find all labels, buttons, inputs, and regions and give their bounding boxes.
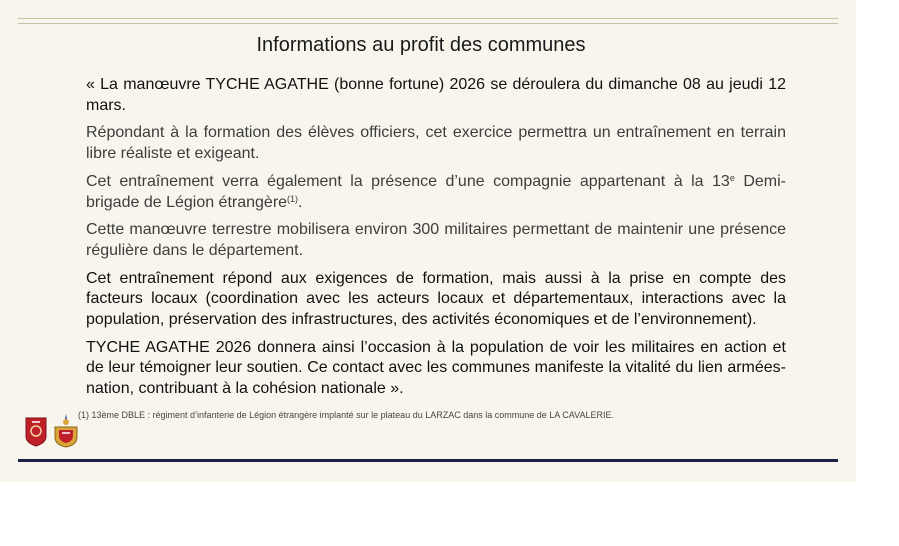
grenade-insignia-logo-icon bbox=[52, 413, 80, 448]
bottom-rule bbox=[18, 459, 838, 462]
footnote-reference: (1) bbox=[287, 193, 299, 204]
top-rule-secondary bbox=[18, 23, 838, 24]
paragraph-2: Répondant à la formation des élèves officiers, cet exercice permettra un entraînement en terrain libre réaliste et exigeant. bbox=[86, 124, 786, 163]
paragraph-6: TYCHE AGATHE 2026 donnera ainsi l’occasion à la population de voir les militaires en action et de leur témoigner leur soutien. Ce contact avec les communes manifeste la vitalité du lien armées-nation, contribuant à la cohésion nationale ». bbox=[86, 338, 786, 398]
paragraph-4: Cette manœuvre terrestre mobilisera environ 300 militaires permettant de maintenir une présence régulière dans le département. bbox=[86, 221, 786, 259]
paragraph-1: « La manœuvre TYCHE AGATHE (bonne fortune) 2026 se déroulera du dimanche 08 au jeudi 12 mars. bbox=[86, 76, 786, 114]
body-text bbox=[86, 75, 786, 407]
page-title: Informations au profit des communes bbox=[256, 34, 586, 56]
unit-shield-logo-icon bbox=[25, 417, 47, 447]
ordinal-superscript: e bbox=[729, 172, 735, 183]
paragraph-3: Cet entraînement verra également la présence d’une compagnie appartenant à la 13e Demi-brigade de Légion étrangère$^{(1)}$. bbox=[86, 172, 787, 211]
top-rule bbox=[18, 18, 838, 19]
paragraph-5: Cet entraînement répond aux exigences de formation, mais aussi à la prise en compte des facteurs locaux (coordination avec les acteurs locaux et départementaux, interactions avec la population, préservation des infrastructures, des activités économiques et de l’environnement). bbox=[86, 269, 786, 329]
paragraph-3-end: Demi-brigade de Légion étrangère bbox=[86, 172, 787, 211]
footnote: (1) 13ème DBLE : régiment d’infanterie de Légion étrangère implanté sur le plateau du LARZAC dans la commune de LA CAVALERIE. bbox=[78, 410, 614, 420]
paragraph-3-start: Cet entraînement verra également la présence d’une compagnie appartenant à la 13 bbox=[86, 172, 730, 190]
